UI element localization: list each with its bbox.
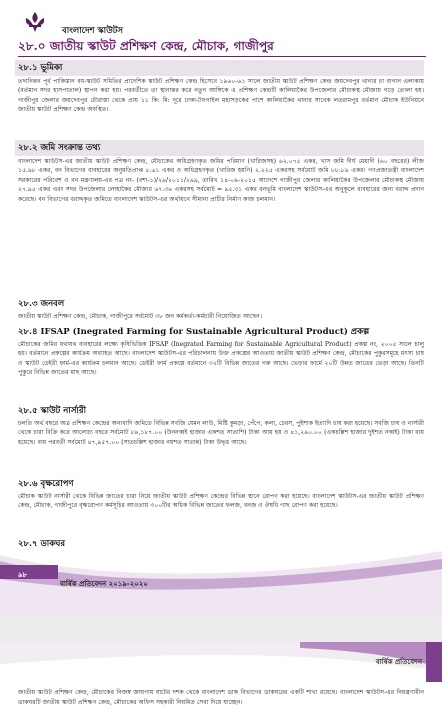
section-heading: ২৮.৬ বৃক্ষরোপণ xyxy=(18,479,74,489)
section-text: জাতীয় স্কাউট প্রশিক্ষণ কেন্দ্র, মৌচাকের নিজস্ব জায়গায় ষাটের দশক থেকে বাংলাদেশ ডাক বিভাগের ডাকঘরের একটি শাখা রয়েছে। বাংলাদেশ স্কাউটস-এর নিয়ন্ত্রণাধীন ডাকঘরটি জাতীয় স্কাউট প্রশিক্ষণ কেন্দ্র, মৌচাকের অফিস সহকারী নিয়মিত সেবা দিয়ে যাচ্ছেন। xyxy=(18,689,424,706)
section-manpower xyxy=(18,297,424,321)
section-text: চলতি অর্থ বছরে অত্র প্রশিক্ষণ কেন্দ্রের অনাবাদি জমিতে বিভিন্ন সবজি যেমন লাউ, মিষ্টি কুমড়া, পেঁপে, কলা, ঢেরস, পুইশাক ইত্যাদি চাষ করা হয়েছে। সবজি চাষ ও নার্সারী থেকে চারা বিক্রি করে আলোচ্য বছরে সর্বমোট ৮৯,১৮৭.০০ (উননব্বই হাজার একশত সাতাশি) টাকা আয় হয় ও ৪১,২৯০.০০ (একচল্লিশ হাজার দুইশত নব্বই) টাকা ব্যয় হয়েছে। ব্যয় পরবর্তী সর্বমোট ৪৭,৯৫৭.০০ (সাতচল্লিশ হাজার নয়শত সাতান্ন) টাকা উদ্বৃত্ত আছে। xyxy=(18,420,424,446)
page-header: বার্ষিক প্রতিবেদন xyxy=(375,657,422,666)
organization-name: বাংলাদেশ স্কাউটস xyxy=(62,26,123,36)
section-heading: ২৮.৭ ডাকঘর xyxy=(18,539,66,549)
section-text: মৌচাক স্কাউট নার্সারী থেকে বিভিন্ন জাতের চারা নিয়ে জাতীয় স্কাউট প্রশিক্ষণ কেন্দ্রের বিভিন্ন স্থানে রোপণ করা হয়েছে। বাংলাদেশ স্কাউটস-এর জাতীয় স্কাউট প্রশিক্ষণ কেন্দ্র, মৌচাক, গাজীপুরে বৃক্ষরোপণ কর্মসূচির আওতায় ৩০০টির অধিক বিভিন্ন জাতের ফলজ, বনজ ও ঔষধি গাছ রোপণ করা হয়েছে। xyxy=(18,493,424,510)
page-gap xyxy=(0,617,442,642)
page-title: ২৮.০ জাতীয় স্কাউট প্রশিক্ষণ কেন্দ্র, মৌচাক, গাজীপুর xyxy=(18,39,274,53)
section-text: জাতীয় স্কাউট প্রশিক্ষণ কেন্দ্র, মৌচাক, গাজীপুরে সর্বমোট ৩৮ জন কর্মকর্তা-কর্মচারী নিয়োজিত আছেন। xyxy=(18,313,262,320)
section-tree-plantation xyxy=(18,477,424,511)
section-heading: ২৮.২ জমি সংক্রান্ত তথ্য xyxy=(15,140,424,156)
title-divider xyxy=(18,56,426,57)
section-nursery xyxy=(18,404,424,447)
scout-logo-icon xyxy=(22,10,48,34)
section-introduction xyxy=(18,60,424,115)
section-text: মৌচাকের জমির যথাযথ ব্যবহারের লক্ষ্যে কৃষিভিত্তিক IFSAP (Inegrated Farming for Sustainable Agricultural Product) প্রকল্প নং, ২০০৫ সালে চালু হয়। বর্তমানে প্রকল্পের কার্যক্রম অব্যাহত আছে। বাংলাদেশ স্কাউটস-এর পরিচালনায় উক্ত প্রকল্পের আওতায় জাতীয় স্কাউট প্রশিক্ষণ কেন্দ্র, মৌচাকের পুকুরসমূহে মৎস্য চাষ ও স্কাউট ডেইরী ফার্ম-এর কার্যক্রম চলমান আছে। ডেইরী ফার্ম প্রকল্পে বর্তমানে ৩২টি বিভিন্ন জাতের গরু আছে। ভেড়ার ফার্মে ২০টি উন্নত জাতের ভেড়া আছে। তিনটি পুকুরে বিভিন্ন জাতের মাছ আছে। xyxy=(18,341,424,377)
footer-report-name: বার্ষিক প্রতিবেদন ২০১৯-২০২০ xyxy=(60,579,148,588)
section-land-info xyxy=(18,140,424,204)
section-heading: ২৮.৪ IFSAP (Inegrated Farming for Sustainable Agricultural Product) প্রকল্প xyxy=(18,327,370,337)
next-page xyxy=(0,642,442,728)
section-heading: ২৮.৩ জনবল xyxy=(18,299,65,309)
section-heading: ২৮.৫ স্কাউট নার্সারী xyxy=(18,406,87,416)
page-number: ৯৮ xyxy=(18,570,28,579)
section-heading: ২৮.১ ভূমিকা xyxy=(15,60,424,76)
section-text: তদানিন্তন পূর্ব পাকিস্তান বয়-স্কাউট সমিতির প্রাদেশিক স্কাউট প্রশিক্ষণ কেন্দ্র হিসেবে ১৯৬০-৬১ সালে জাতীয় স্কাউট প্রশিক্ষণ কেন্দ্র জয়দেবপুর থানার চা বাগান এলাকায় (বর্তমান সদর হাসপাতাল) স্থাপন করা হয়। পরবর্তীতে তা স্থানান্তর করে নতুন আঙ্গিকে এ প্রশিক্ষণ কেন্দ্রটি কালিয়াকৈর উপজেলার মৌচাকস্থ মৌজায় গড়ে তোলা হয়। গাজীপুর জেলার জয়দেবপুর চৌরাস্তা থেকে প্রায় ১১ কি: মি: দূরে ঢাকা-টাংগাইল মহাসড়কের পাশে কালিয়াকৈর থানার সাবেক লতরামপুর বর্তমান মৌচাক ইউনিয়নে জাতীয় স্কাউট প্রশিক্ষণ কেন্দ্র অবস্থিত। xyxy=(18,78,424,114)
section-ifsap xyxy=(18,325,424,378)
section-text: বাংলাদেশ স্কাউটস-এর জাতীয় স্কাউট প্রশিক্ষণ কেন্দ্র, মৌচাকের অধিগ্রহণকৃত জমির পরিমাণ (খারিজসহ) ৬২.০৭৫ একর, খাস জমি দীর্ঘ মেয়াদী (৬০ বছরের) লীজ ১৫.৯৮ একর, বন বিভাগের ব্যবহারের অনুমতিপ্রাপ্ত ৮.৬১ একর ও অধিগ্রহণকৃত (খারিজ হয়নি) ২.২২৫ একরসহ সর্বমোট জমি ৮৮.৮৯ একর। গণপ্রজাতন্ত্রী বাংলাদেশ সরকারের পরিবেশ ও বন মন্ত্রণালয়-এর পত্র নং- (বশা-১)/২৯/২০১১/২৯৯, তারিখ ১৪-০৯-২০১৫ আদেশে গাজীপুর জেলার কালিয়াকৈর উপজেলার মৌচাকস্থ মৌজায় ২৭.৯৫ একর এবং সদর উপজেলার লোহাকৈর মৌজার ৬৭.৩৬ একরসহ সর্বমোট = ৯৫.৩১ একর বনভূমি বাংলাদেশ স্কাউটস-এর অনুকূলে ব্যবহারের জন্য বরাদ্দ প্রদান করেছে। বন বিভাগের বরাদ্দকৃত জমিতে বাংলাদেশ স্কাউটস-এর অর্থায়নে সীমানা প্রাচীর নির্মাণ কাজ চলমান। xyxy=(18,158,424,203)
